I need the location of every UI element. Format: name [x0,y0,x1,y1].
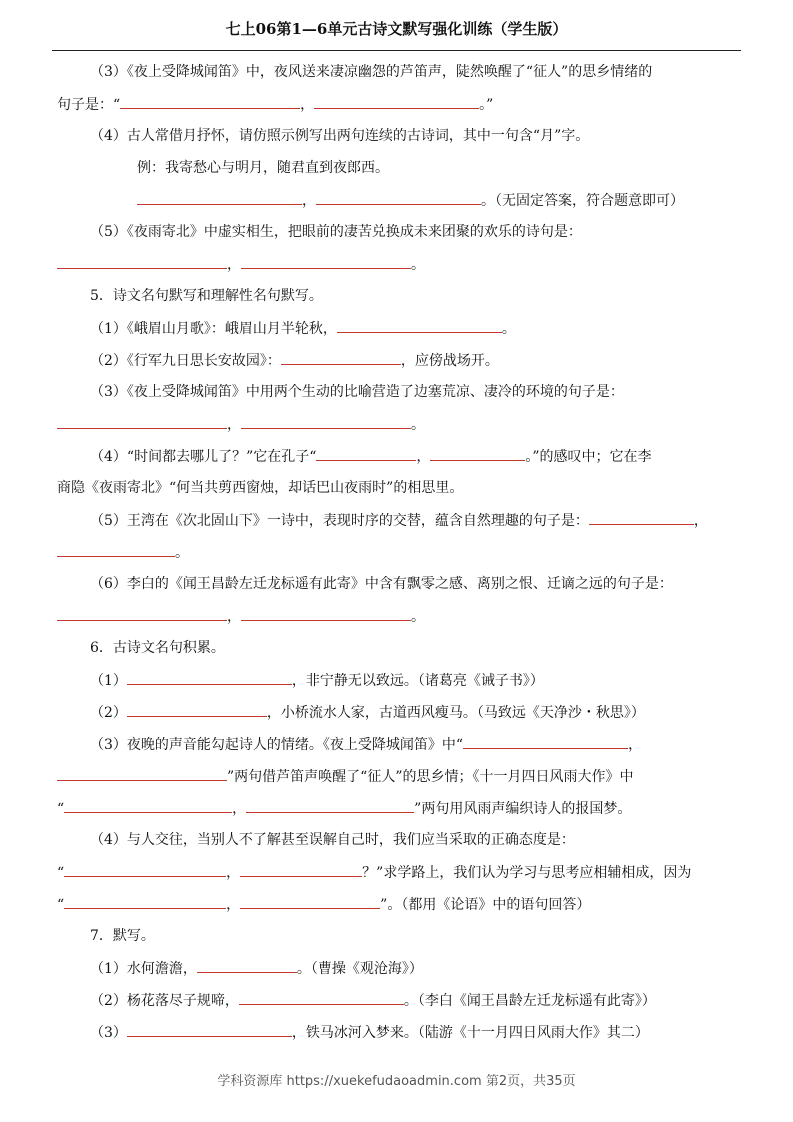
separator: ， [226,897,241,913]
separator: ， [227,417,241,433]
answer-blank[interactable] [246,798,414,813]
prompt-text: 。（李白《闻王昌龄左迁龙标遥有此寄》） [403,993,656,1009]
section-heading: 7．默写。 [90,928,155,944]
prompt-text: 。 [411,417,425,433]
prompt-text: “ [57,801,65,817]
prompt-text: ，小桥流水人家，古道西风瘦马。（马致远《天净沙・秋思》） [266,705,645,721]
separator: ， [416,449,431,465]
answer-blank[interactable] [57,766,227,781]
question-line: （3）《夜上受降城闻笛》中用两个生动的比喻营造了边塞荒凉、凄冷的环境的句子是： [90,384,624,400]
page-footer: 学科资源库 https://xuekefudaoadmin.com 第2页，共35页 [217,1074,576,1089]
prompt-text: （2）《行军九日思长安故园》： [90,353,281,369]
answer-blank[interactable] [589,510,694,525]
separator: ， [227,257,241,273]
answer-blank[interactable] [316,190,481,205]
answer-line [90,990,656,1011]
answer-line [57,94,493,115]
prompt-text: ？”求学路上，我们认为学习与思考应相辅相成，因为 [362,865,692,881]
answer-blank[interactable] [57,254,227,269]
question-line: 商隐《夜雨寄北》“何当共剪西窗烛，却话巴山夜雨时”的相思里。 [57,480,464,496]
answer-blank[interactable] [241,414,411,429]
prompt-text: ，铁马冰河入梦来。（陆游《十一月四日风雨大作》其二） [291,1025,649,1041]
prompt-text: ”。（都用《论语》中的语句回答） [380,897,591,913]
answer-line [57,862,691,883]
prompt-text: “ [57,897,65,913]
prompt-text: 。”的感叹中；它在李 [525,449,652,465]
answer-line [90,702,645,723]
prompt-text: （5）王湾在《次北固山下》一诗中，表现时序的交替，蕴含自然理趣的句子是： [90,513,589,529]
answer-line [90,510,708,531]
answer-blank[interactable] [57,606,227,621]
header-divider [52,50,741,51]
answer-blank[interactable] [241,606,411,621]
answer-line [90,446,652,467]
separator: ， [232,801,247,817]
answer-line [90,958,423,979]
prompt-text: ， [693,513,708,529]
prompt-text: ， [628,737,643,753]
answer-blank[interactable] [281,350,401,365]
answer-line [57,766,633,787]
answer-blank[interactable] [57,542,175,557]
answer-line [57,606,425,627]
answer-blank[interactable] [430,446,525,461]
answer-blank[interactable] [463,734,628,749]
answer-blank[interactable] [241,254,411,269]
prompt-text: 。（曹操《观沧海》） [296,961,423,977]
answer-blank[interactable] [314,94,479,109]
prompt-text: 。（无固定答案，符合题意即可） [481,193,684,209]
answer-line [57,542,189,563]
answer-line [57,254,425,275]
answer-blank[interactable] [120,94,300,109]
answer-blank[interactable] [127,702,267,717]
question-line: （3）《夜上受降城闻笛》中，夜风送来凄凉幽怨的芦笛声，陡然唤醒了“征人”的思乡情绪的 [90,64,653,80]
answer-blank[interactable] [127,670,292,685]
prompt-text: （4）“时间都去哪儿了？”它在孔子“ [90,449,317,465]
prompt-text: ，非宁静无以致远。（诸葛亮《诫子书》） [291,673,544,689]
answer-blank[interactable] [64,862,226,877]
page-header: 七上06第1—6单元古诗文默写强化训练（学生版） [225,20,568,38]
prompt-text: 。 [411,609,425,625]
separator: ， [226,865,241,881]
section-heading: 5．诗文名句默写和理解性名句默写。 [90,288,323,304]
prompt-text: ，应傍战场开。 [400,353,499,369]
prompt-text: 。 [411,257,425,273]
section-heading: 6．古诗文名句积累。 [90,640,225,656]
separator: ， [302,193,316,209]
prompt-text: “ [57,865,65,881]
answer-line [137,190,684,211]
question-line: （4）与人交往，当别人不了解甚至误解自己时，我们应当采取的正确态度是： [90,832,575,848]
answer-blank[interactable] [137,190,302,205]
prompt-text: 。 [175,545,189,561]
answer-blank[interactable] [127,1022,292,1037]
answer-blank[interactable] [337,318,502,333]
prompt-text: （1）《峨眉山月歌》：峨眉山月半轮秋， [90,321,337,337]
answer-blank[interactable] [64,798,232,813]
answer-line [90,350,499,371]
answer-blank[interactable] [240,862,362,877]
answer-blank[interactable] [57,414,227,429]
prompt-text: ”两句用风雨声编织诗人的报国梦。 [414,801,632,817]
answer-line [90,1022,649,1043]
prompt-text: ”两句借芦笛声唤醒了“征人”的思乡情；《十一月四日风雨大作》中 [227,769,634,785]
prompt-text: 。 [501,321,516,337]
prompt-text: （3） [90,1025,127,1041]
question-line: （5）《夜雨寄北》中虚实相生，把眼前的凄苦兑换成未来团聚的欢乐的诗句是： [90,224,582,240]
answer-blank[interactable] [239,990,404,1005]
separator: ， [227,609,241,625]
answer-blank[interactable] [197,958,297,973]
answer-blank[interactable] [240,894,380,909]
answer-blank[interactable] [316,446,416,461]
prompt-text: （2） [90,705,127,721]
prompt-text: 句子是：“ [57,97,121,113]
answer-line [90,318,516,339]
example-line: 例：我寄愁心与明月，随君直到夜郎西。 [137,160,389,176]
question-line: （6）李白的《闻王昌龄左迁龙标遥有此寄》中含有飘零之感、离别之恨、迁谪之远的句子是： [90,576,673,592]
prompt-text: （3）夜晚的声音能勾起诗人的情绪。《夜上受降城闻笛》中“ [90,737,464,753]
prompt-text: （1）水何澹澹， [90,961,197,977]
answer-line [90,734,642,755]
answer-line [57,798,631,819]
prompt-text: （1） [90,673,127,689]
answer-blank[interactable] [64,894,226,909]
answer-line [90,670,544,691]
prompt-text: （2）杨花落尽子规啼， [90,993,239,1009]
question-line: （4）古人常借月抒怀，请仿照示例写出两句连续的古诗词，其中一句含“月”字。 [90,128,590,144]
separator: ， [300,97,315,113]
prompt-text: 。” [479,97,494,113]
answer-line [57,414,425,435]
answer-line [57,894,590,915]
